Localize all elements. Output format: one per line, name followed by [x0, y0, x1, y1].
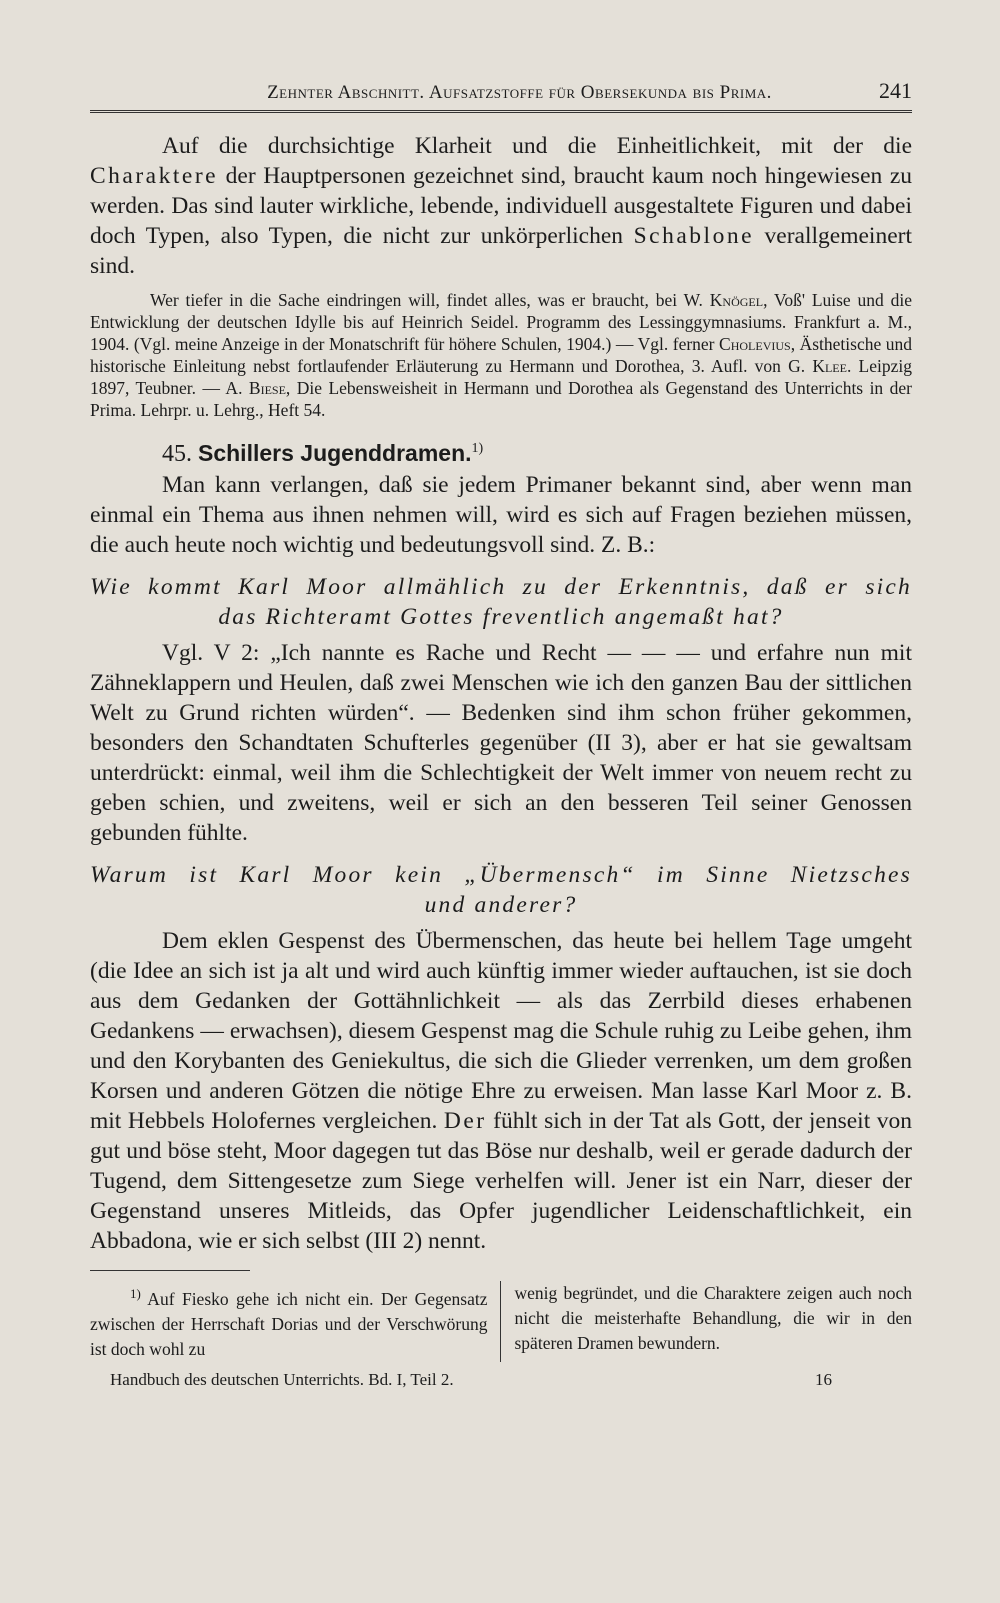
signature-mark: 16: [815, 1369, 832, 1389]
section-title: Schillers Jugenddramen.: [198, 440, 472, 466]
essay-question-1: Wie kommt Karl Moor allmählich zu der Erkenntnis, daß er sich das Richteramt Gottes freventlich angemaßt hat?: [90, 574, 912, 630]
author-name: Knögel: [709, 290, 764, 310]
footnote-column-right: wenig begründet, und die Charaktere zeigen auch noch nicht die meisterhafte Behandlung, die wir in den späteren Dramen bewundern.: [514, 1283, 912, 1353]
page-footer: [90, 1370, 912, 1390]
paragraph-characters: Auf die durchsichtige Klarheit und die Einheitlichkeit, mit der die Charaktere der Hauptpersonen gezeichnet sind, braucht kaum noch hingewiesen zu werden. Das sind lauter wirkliche, lebende, individuell ausgestaltete Figuren und dabei doch Typen, also Typen, die nicht zur unkörperlichen Schablone verallgemeinert sind.: [90, 133, 913, 279]
running-header: [90, 78, 912, 113]
paragraph-quote: Vgl. V 2: „Ich nannte es Rache und Recht — — — und erfahre nun mit Zähneklappern und Heulen, daß zwei Menschen wie ich den ganzen Bau der sittlichen Welt zu Grund richten würden“. — Bedenken sind ihm schon früher gekommen, besonders den Schandtaten Schufterles gegenüber (II 3), aber er hat sie gewaltsam unterdrückt: einmal, weil ihm die Schlechtigkeit der Welt immer von neuem recht zu geben schien, und zweitens, weil er sich an den besseren Teil seiner Genossen gebunden fühlte.: [90, 640, 912, 846]
spaced-word: Der: [443, 1108, 487, 1134]
author-name: Biese: [248, 378, 286, 398]
essay-question-2: Warum ist Karl Moor kein „Übermensch“ im Sinne Nietzsches und anderer?: [90, 862, 912, 918]
paragraph-uebermensch: Dem eklen Gespenst des Übermenschen, das heute bei hellem Tage umgeht (die Idee an sich ist ja alt und wird auch künftig immer wieder auftauchen, ist sie doch aus dem Gedanken der Gottähnlichkeit — als das Zerrbild dieses erhabenen Gedankens — erwachsen), diesem Gespenst mag die Schule ruhig zu Leibe gehen, ihm und den Korybanten des Geniekultus, die sich die Glieder verrenken, um dem großen Korsen und anderen Götzen die nötige Ehre zu erweisen. Man lasse Karl Moor z. B. mit Hebbels Holofernes vergleichen. Der fühlt sich in der Tat als Gott, der jenseit von gut und böse steht, Moor dagegen tut das Böse nur deshalb, weil er gerade dadurch der Tugend, dem Sittengesetze zum Siege verhelfen will. Jener ist ein Narr, dieser der Gegenstand unseres Mitleids, das Opfer jugendlicher Leidenschaftlichkeit, ein Abbadona, wie er sich selbst (III 2) nennt.: [90, 928, 912, 1254]
paragraph-intro: Man kann verlangen, daß sie jedem Primaner bekannt sind, aber wenn man einmal ein Thema aus ihnen nehmen will, wird es sich auf Fragen beziehen müssen, die auch heute noch wichtig und bedeutungsvoll sind. Z. B.:: [90, 472, 912, 558]
running-title: Zehnter Abschnitt. Aufsatzstoffe für Obersekunda bis Prima.: [267, 82, 772, 103]
footnote-mark: 1): [130, 1286, 141, 1301]
footnote-column-left: $^{1)}$ Auf Fiesko gehe ich nicht ein. Der Gegensatz zwischen der Herrschaft Dorias und der Verschwörung ist doch wohl zu: [90, 1281, 501, 1362]
page-number: 241: [879, 78, 912, 103]
footnote-rule: [90, 1270, 250, 1271]
spaced-word: Schablone: [633, 223, 754, 249]
section-number: 45.: [162, 441, 192, 467]
literature-note: Wer tiefer in die Sache eindringen will, findet alles, was er braucht, bei W. Knögel, Voß' Luise und die Entwicklung der deutschen Idylle bis auf Heinrich Seidel. Programm des Lessinggymnasiums. Frankfurt a. M., 1904. (Vgl. meine Anzeige in der Monatschrift für höhere Schulen, 1904.) — Vgl. ferner Cholevius, Ästhetische und historische Einleitung nebst fortlaufender Erläuterung zu Hermann und Dorothea, 3. Aufl. von G. Klee. Leipzig 1897, Teubner. — A. Biese, Die Lebensweisheit in Hermann und Dorothea als Gegenstand des Unterrichts in der Prima. Lehrpr. u. Lehrg., Heft 54.: [90, 290, 913, 420]
footnote: [90, 1281, 912, 1362]
footer-source: Handbuch des deutschen Unterrichts. Bd. I, Teil 2.: [110, 1369, 454, 1389]
section-heading: [90, 433, 912, 470]
footnote-reference: 1): [471, 441, 484, 456]
author-name: Cholevius: [719, 334, 791, 354]
author-name: Klee: [812, 356, 847, 376]
spaced-word: Charaktere: [90, 163, 219, 189]
